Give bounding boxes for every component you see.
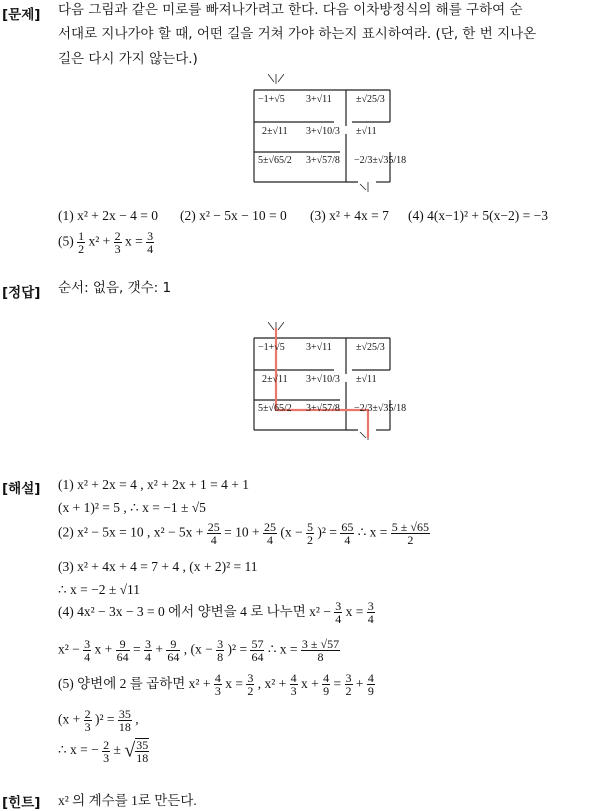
explanation-line-7: x² − $\frac{3}{4}$ x + $\frac{9}{64}$ = $\frac{3}{4}$ + $\frac{9}{64}$ , (x − $\frac{3}{8}$ )² = $\frac{57}{64}$ ∴ x = $\frac{3 \pm √57}{8}$ — [58, 637, 340, 664]
explanation-line-5: ∴ x = −2 ± √11 — [58, 582, 141, 597]
problem-eq-3: (3) x² + 4x = 7 — [310, 208, 389, 223]
maze-cell-6: ±√11 — [356, 126, 377, 137]
maze-cell-3: ±√25/3 — [356, 94, 385, 105]
problem-eq-2: (2) x² − 5x − 10 = 0 — [180, 208, 287, 223]
answer-text: 순서: 없음, 갯수: 1 — [58, 280, 172, 296]
maze-cell-5: 3+√10/3 — [306, 126, 340, 137]
problem-eq-4: (4) 4(x−1)² + 5(x−2) = −3 — [408, 208, 548, 223]
maze-cell-7: 5±√65/2 — [258, 155, 292, 166]
explanation-line-10: ∴ x = − $\frac{2}{3}$ ± √ $\frac{35}{18}$ — [58, 737, 149, 765]
problem-line-1: 다음 그림과 같은 미로를 빠져나가려고 한다. 다음 이차방정식의 해를 구하여 순 — [58, 2, 523, 18]
maze-cell-4: 2±√11 — [262, 126, 288, 137]
maze2-cell-5: 3+√10/3 — [306, 374, 340, 385]
maze2-cell-4: 2±√11 — [262, 374, 288, 385]
maze-cell-2: 3+√11 — [306, 94, 332, 105]
explanation-label: [해설] — [2, 481, 41, 497]
explanation-line-4: (3) x² + 4x + 4 = 7 + 4 , (x + 2)² = 11 — [58, 559, 258, 574]
problem-line-2: 서대로 지나가야 할 때, 어떤 길을 거쳐 가야 하는지 표시하여라. (단, 한 번 지나온 — [58, 26, 537, 42]
maze-cell-8: 3+√57/8 — [306, 155, 340, 166]
maze2-cell-9: −2/3±√35/18 — [354, 403, 407, 414]
maze2-cell-1: −1+√5 — [258, 342, 285, 353]
problem-eq-1: (1) x² + 2x − 4 = 0 — [58, 208, 159, 223]
hint-text: x² 의 계수를 1로 만든다. — [58, 793, 197, 808]
explanation-line-3: (2) x² − 5x = 10 , x² − 5x + $\frac{25}{4}$ = 10 + $\frac{25}{4}$ (x − $\frac{5}{2}$ )² = $\frac{65}{4}$ ∴ x = $\frac{5 \pm √65}{2}$ — [58, 520, 429, 547]
maze2-cell-3: ±√25/3 — [356, 342, 385, 353]
maze2-cell-2: 3+√11 — [306, 342, 332, 353]
maze-cell-1: −1+√5 — [258, 94, 285, 105]
problem-label: [문제] — [2, 7, 41, 23]
maze-cell-9: −2/3±√35/18 — [354, 155, 407, 166]
explanation-line-6: (4) 4x² − 3x − 3 = 0 에서 양변을 4 로 나누면 x² − $\frac{3}{4}$ x = $\frac{3}{4}$ — [58, 599, 374, 627]
explanation-line-8: (5) 양변에 2 를 곱하면 x² + $\frac{4}{3}$ x = $\frac{3}{2}$ , x² + $\frac{4}{3}$ x + $\frac{4}{9}$ = $\frac{3}{2}$ + $\frac{4}{9}$ — [58, 671, 374, 699]
maze2-cell-8: 3+√57/8 — [306, 403, 340, 414]
maze2-cell-6: ±√11 — [356, 374, 377, 385]
hint-label: [힌트] — [2, 795, 41, 811]
explanation-line-1: (1) x² + 2x = 4 , x² + 2x + 1 = 4 + 1 — [58, 477, 250, 492]
maze2-cell-7: 5±√65/2 — [258, 403, 292, 414]
explanation-line-9: (x + $\frac{2}{3}$ )² = $\frac{35}{18}$ , — [58, 707, 139, 734]
problem-eq-5: (5) $\frac{1}{2}$ x² + $\frac{2}{3}$ x = $\frac{3}{4}$ — [58, 229, 154, 256]
explanation-line-2: (x + 1)² = 5 , ∴ x = −1 ± √5 — [58, 500, 206, 515]
problem-line-3: 길은 다시 가지 않는다.) — [58, 51, 198, 67]
answer-label: [정답] — [2, 285, 41, 301]
